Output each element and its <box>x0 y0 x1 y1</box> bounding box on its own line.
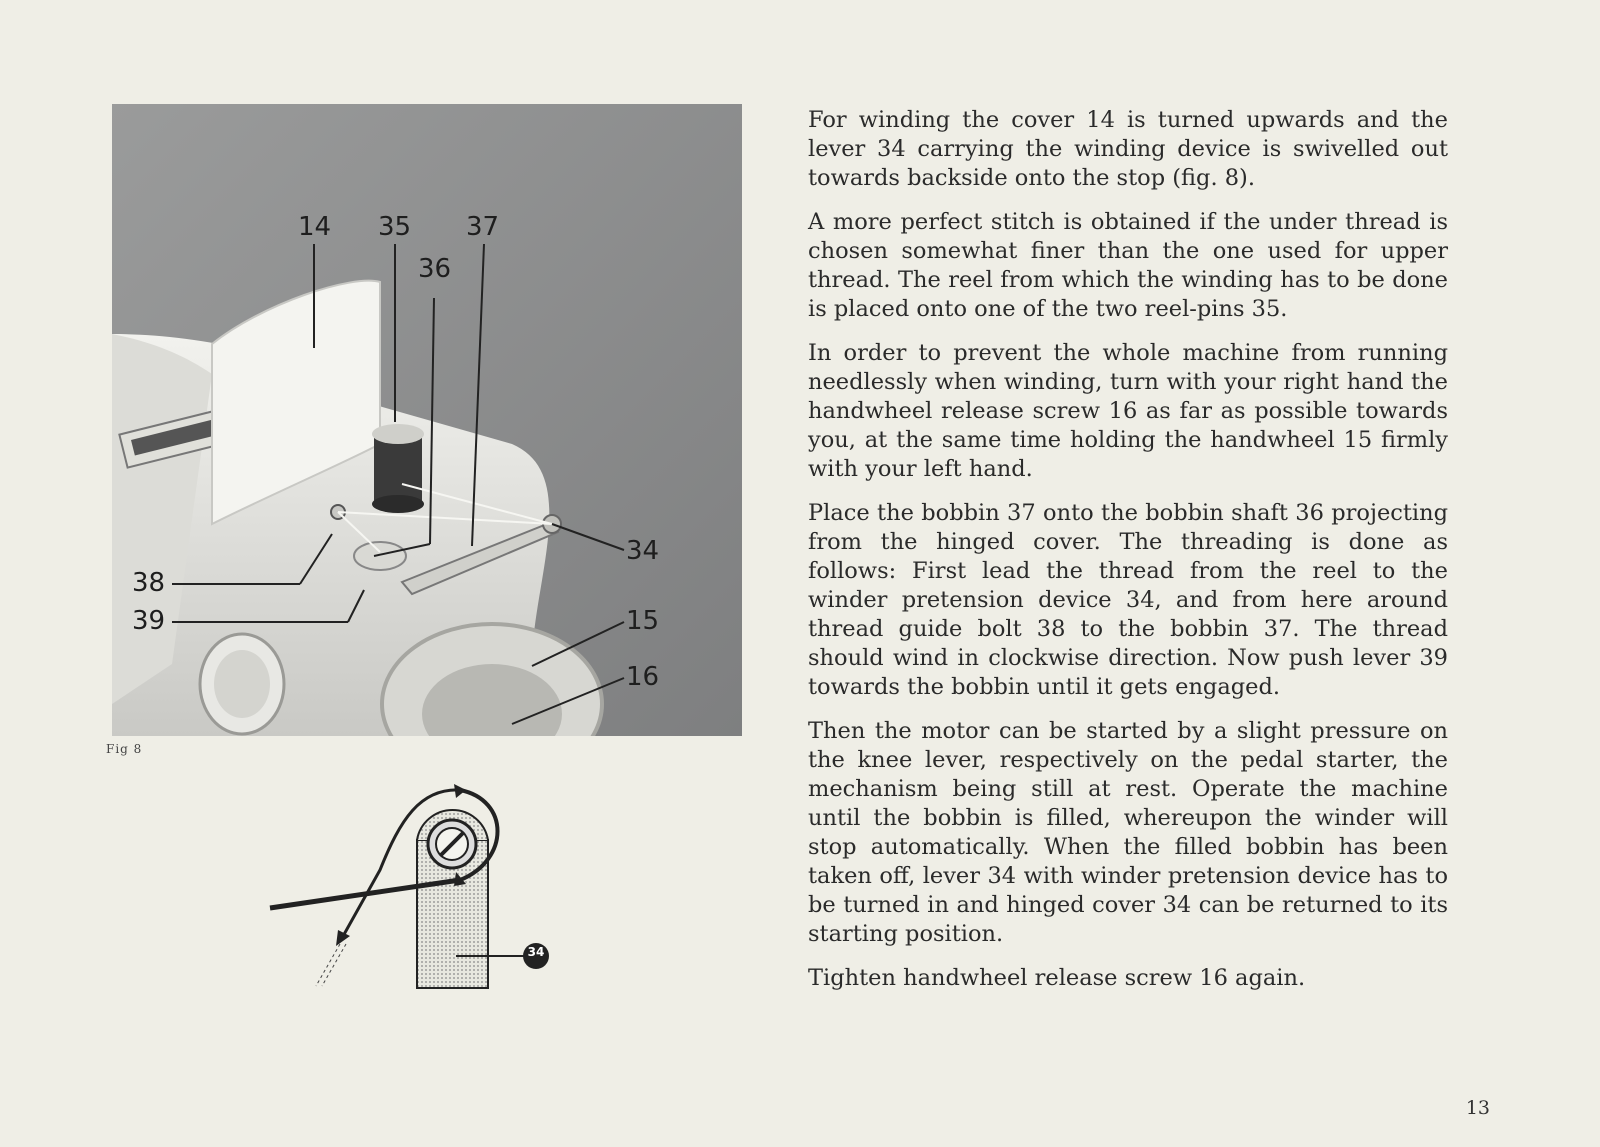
machine-photo <box>112 104 742 736</box>
paragraph-1: For winding the cover 14 is turned upwards and the lever 34 carrying the winding device is swivelled out towards backside onto the stop (fig. 8). <box>808 107 1448 191</box>
callout-38: 38 <box>132 568 166 598</box>
callout-36: 36 <box>418 254 452 284</box>
callout-14: 14 <box>298 212 332 242</box>
callout-15: 15 <box>626 606 660 636</box>
threading-diagram <box>260 780 600 1010</box>
figure-caption: Fig 8 <box>106 742 143 756</box>
page-number: 13 <box>1465 1097 1490 1119</box>
diagram-badge-34: 34 <box>527 945 545 959</box>
paragraph-6: Tighten handwheel release screw 16 again. <box>808 965 1306 991</box>
paragraph-5: Then the motor can be started by a slight pressure on the knee lever, respectively on the pedal starter, the mechanism being still at rest. Operate the machine until the bobbin is filled, whereupon the winder will stop automatically. When the filled bobbin has been taken off, lever 34 with winder pretension device has to be turned in and hinged cover 34 can be returned to its starting position. <box>808 718 1448 947</box>
machine-illustration <box>112 104 742 736</box>
callout-39: 39 <box>132 606 166 636</box>
threading-diagram-svg <box>260 780 600 1010</box>
callout-34: 34 <box>626 536 660 566</box>
callout-16: 16 <box>626 662 660 692</box>
callout-37: 37 <box>466 212 500 242</box>
paragraph-3: In order to prevent the whole machine from running needlessly when winding, turn with your right hand the handwheel release screw 16 as far as possible towards you, at the same time holding the handwheel 15 firmly with your left hand. <box>808 340 1448 482</box>
instruction-text <box>808 106 1448 1008</box>
callout-35: 35 <box>378 212 412 242</box>
paragraph-2: A more perfect stitch is obtained if the under thread is chosen somewhat finer than the one used for upper thread. The reel from which the winding has to be done is placed onto one of the two reel-pins 35. <box>808 209 1448 322</box>
paragraph-4: Place the bobbin 37 onto the bobbin shaft 36 projecting from the hinged cover. The threading is done as follows: First lead the thread from the reel to the winder pretension device 34, and from here around thread guide bolt 38 to the bobbin 37. The thread should wind in clockwise direction. Now push lever 39 towards the bobbin until it gets engaged. <box>808 500 1448 700</box>
